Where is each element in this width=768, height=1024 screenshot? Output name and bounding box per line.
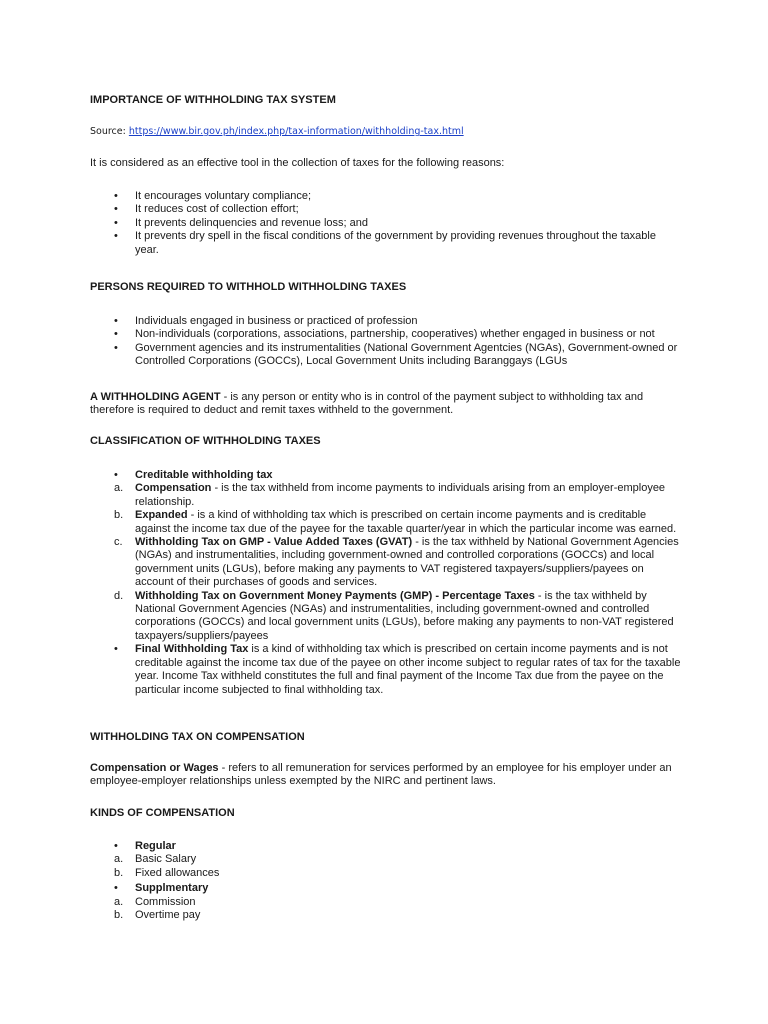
classification-list (90, 469, 682, 697)
source-line (90, 125, 682, 138)
reasons-list (90, 190, 682, 257)
list-item: • It prevents dry spell in the fiscal conditions of the government by providing revenues throughout the taxable year. (114, 230, 656, 256)
source-label: Source: (90, 126, 126, 137)
compensation-paragraph: Compensation or Wages - refers to all remuneration for services performed by an employee for his employer under an employee-employer relationships unless exempted by the NIRC and pertinent laws. (90, 762, 672, 788)
heading-importance: IMPORTANCE OF WITHHOLDING TAX SYSTEM (90, 94, 336, 106)
list-item: • Final Withholding Tax is a kind of withholding tax which is prescribed on certain income payments and is not creditable against the income tax due of the payee on other income subject to regular rates of tax for the taxable year. Income Tax withheld constitutes the full and final payment of the Income Tax due from the payee on the particular income subjected to final withholding tax. (114, 643, 681, 696)
heading-kinds: KINDS OF COMPENSATION (90, 807, 235, 819)
list-item: a. Basic Salary (114, 853, 197, 866)
source-link[interactable]: https://www.bir.gov.ph/index.php/tax-information/withholding-tax.html (128, 126, 464, 137)
withholding-agent-term: A WITHHOLDING AGENT (90, 391, 221, 403)
list-item: • It prevents delinquencies and revenue loss; and (114, 216, 368, 229)
kinds-list (90, 840, 682, 922)
list-item: • Supplmentary (114, 882, 209, 895)
list-item: b. Expanded - is a kind of withholding tax which is prescribed on certain income payments and is creditable against the income tax due of the payee for the taxable quarter/year in which the particular income was earned. (114, 509, 677, 535)
heading-classification: CLASSIFICATION OF WITHHOLDING TAXES (90, 435, 321, 447)
list-item: a. Compensation - is the tax withheld from income payments to individuals arising from an employer-employee relationship. (114, 482, 666, 508)
list-item: a. Commission (114, 895, 196, 908)
list-item: • It reduces cost of collection effort; (114, 203, 299, 216)
heading-persons: PERSONS REQUIRED TO WITHHOLD WITHHOLDING TAXES (90, 281, 407, 293)
list-item: c. Withholding Tax on GMP - Value Added Taxes (GVAT) - is the tax withheld by National Government Agencies (NGAs) and instrumentalities, including government-owned and controlled corporations (GOCCs) and local government units (LGUs), before making any payments to VAT registered taxpayers/suppliers/payees on account of their purchases of goods and services. (114, 536, 679, 589)
list-item: • Regular (114, 840, 176, 852)
list-item: • It encourages voluntary compliance; (114, 190, 312, 202)
list-item: • Government agencies and its instrumentalities (National Government Agentcies (NGAs), Government-owned or Controlled Corporations (GOCCs), Local Government Units including Baranggays (LGUs (114, 341, 678, 368)
withholding-agent-paragraph: A WITHHOLDING AGENT - is any person or entity who is in control of the payment subject to withholding tax and therefore is required to deduct and remit taxes withheld to the government. (90, 391, 644, 417)
compensation-term: Compensation or Wages (90, 762, 219, 774)
list-item: b. Fixed allowances (114, 866, 220, 879)
list-item: • Individuals engaged in business or practiced of profession (114, 315, 418, 327)
list-item: d. Withholding Tax on Government Money Payments (GMP) - Percentage Taxes - is the tax withheld by National Government Agencies (NGAs) and instrumentalities, including government-owned and controlled corporations (GOCCs) and local government units (LGUs), before making any payments to non-VAT registered taxpayers/suppliers/payees (114, 589, 674, 642)
intro-paragraph: It is considered as an effective tool in the collection of taxes for the following reasons: (90, 157, 505, 169)
heading-compensation: WITHHOLDING TAX ON COMPENSATION (90, 731, 305, 743)
persons-list (90, 315, 682, 369)
list-item: • Non-individuals (corporations, associations, partnership, cooperatives) whether engaged in business or not (114, 328, 655, 341)
list-item: b. Overtime pay (114, 909, 201, 922)
list-item: • Creditable withholding tax (114, 469, 273, 481)
